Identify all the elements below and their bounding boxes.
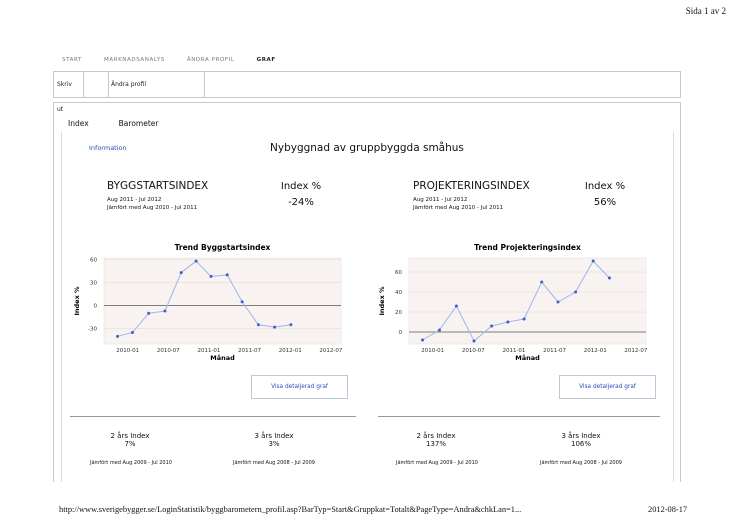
data-point: [131, 331, 134, 334]
data-point: [180, 271, 183, 274]
stat-label: 3 års Index: [561, 432, 601, 440]
index-name-byggstart: BYGGSTARTSINDEX: [107, 180, 209, 192]
y-tick-label: 30: [90, 280, 97, 287]
data-point: [490, 325, 493, 328]
page-title: Nybyggnad av gruppbyggda småhus: [270, 142, 464, 154]
data-point: [540, 281, 543, 284]
index-pct-value-projektering: 56%: [593, 197, 617, 208]
show-detailed-graph-button-byggstart[interactable]: Visa detaljerad graf: [251, 375, 348, 399]
index-compared-projektering: Jämfört med Aug 2010 - Jul 2011: [413, 205, 504, 211]
toolbar: [53, 71, 681, 113]
nav-graf[interactable]: GRAF: [256, 57, 276, 63]
stat-value: 137%: [425, 440, 446, 448]
data-point: [163, 309, 166, 312]
edit-profile-button[interactable]: Ändra profil: [108, 72, 206, 97]
data-point: [147, 312, 150, 315]
x-tick-label: 2010-01: [421, 348, 445, 354]
x-axis-label: Månad: [210, 354, 235, 362]
divider-left: [70, 416, 356, 417]
stat-2yr-byggstart: [90, 432, 170, 448]
x-tick-label: 2011-01: [197, 348, 221, 354]
x-tick-label: 2011-07: [238, 348, 262, 354]
stat-value: 3%: [268, 440, 280, 448]
footer-date: 2012-08-17: [648, 505, 688, 514]
stat-value: 7%: [124, 440, 136, 448]
toolbar-divider: [204, 72, 205, 97]
plot-area: [104, 258, 341, 344]
data-point: [257, 323, 260, 326]
index-compared-byggstart: Jämfört med Aug 2010 - Jul 2011: [107, 205, 198, 211]
chart-title: Trend Byggstartsindex: [174, 243, 271, 252]
show-detailed-graph-button-projektering[interactable]: Visa detaljerad graf: [559, 375, 656, 399]
information-link[interactable]: Information: [89, 144, 127, 152]
index-period-projektering: Aug 2011 - Jul 2012: [413, 197, 468, 203]
data-point: [592, 260, 595, 263]
x-tick-label: 2011-01: [502, 348, 526, 354]
data-point: [506, 321, 509, 324]
data-point: [523, 318, 526, 321]
data-point: [273, 326, 276, 329]
data-point: [289, 323, 292, 326]
stat-3yr-byggstart-compared: Jämfört med Aug 2008 - Jul 2009: [233, 460, 315, 466]
data-point: [421, 339, 424, 342]
y-tick-label: 0: [93, 303, 97, 310]
inner-border-right: [673, 132, 674, 482]
x-tick-label: 2012-07: [319, 348, 343, 354]
stat-value: 106%: [570, 440, 591, 448]
plot-area: [409, 258, 646, 344]
index-pct-label-projektering: Index %: [584, 181, 626, 192]
data-point: [195, 260, 198, 263]
divider-right: [378, 416, 660, 417]
data-point: [455, 305, 458, 308]
data-point: [574, 291, 577, 294]
y-axis-label: Index %: [378, 286, 386, 316]
y-tick-label: -30: [88, 326, 97, 333]
nav-marknadsanalys[interactable]: MARKNADSANALYS: [103, 57, 165, 63]
footer-url: http://www.sverigebygger.se/LoginStatistik/byggbarometern_profil.asp?BarTyp=Start&Gruppkat=Totalt&PageType=Andra&chkLan=1...: [59, 505, 522, 514]
x-tick-label: 2012-01: [278, 348, 302, 354]
stat-label: 3 års Index: [254, 432, 294, 440]
x-tick-label: 2010-07: [461, 348, 485, 354]
data-point: [241, 300, 244, 303]
y-tick-label: 60: [395, 270, 402, 276]
tab-bar: [68, 119, 158, 128]
chart-byggstartsindex: [70, 238, 350, 368]
data-point: [209, 275, 212, 278]
x-tick-label: 2010-07: [156, 348, 180, 354]
nav-start[interactable]: START: [62, 57, 82, 63]
data-point: [608, 277, 611, 280]
stat-2yr-byggstart-compared: Jämfört med Aug 2009 - Jul 2010: [90, 460, 172, 466]
x-tick-label: 2010-01: [116, 348, 140, 354]
main-nav: [62, 57, 276, 63]
y-tick-label: 20: [395, 310, 402, 316]
index-pct-value-byggstart: -24%: [288, 197, 314, 208]
index-period-byggstart: Aug 2011 - Jul 2012: [107, 197, 162, 203]
stat-label: 2 års Index: [110, 432, 150, 440]
chart-projekteringsindex: [375, 238, 655, 368]
data-point: [116, 335, 119, 338]
stat-2yr-projektering: [396, 432, 476, 448]
stat-3yr-byggstart: [234, 432, 314, 448]
stat-label: 2 års Index: [416, 432, 456, 440]
chart-title: Trend Projekteringsindex: [474, 243, 581, 252]
data-point: [473, 340, 476, 343]
index-pct-label-byggstart: Index %: [280, 181, 322, 192]
y-tick-label: 40: [395, 290, 402, 296]
y-axis-label: Index %: [73, 286, 81, 316]
x-tick-label: 2012-01: [583, 348, 607, 354]
x-tick-label: 2012-07: [624, 348, 648, 354]
stat-3yr-projektering: [541, 432, 621, 448]
data-point: [226, 273, 229, 276]
page-number: Sida 1 av 2: [685, 6, 726, 16]
y-tick-label: 0: [398, 330, 402, 336]
y-tick-label: 60: [90, 257, 97, 264]
tab-index[interactable]: Index: [68, 119, 89, 128]
tab-barometer[interactable]: Barometer: [118, 119, 159, 128]
index-name-projektering: PROJEKTERINGSINDEX: [413, 180, 530, 192]
print-button[interactable]: Skriv ut: [54, 72, 84, 97]
data-point: [438, 329, 441, 332]
stat-2yr-projektering-compared: Jämfört med Aug 2009 - Jul 2010: [396, 460, 478, 466]
stat-3yr-projektering-compared: Jämfört med Aug 2008 - Jul 2009: [540, 460, 622, 466]
x-axis-label: Månad: [515, 354, 540, 362]
x-tick-label: 2011-07: [543, 348, 567, 354]
inner-border-left: [61, 132, 62, 482]
data-point: [556, 301, 559, 304]
nav-andra-profil[interactable]: ÄNDRA PROFIL: [186, 57, 235, 63]
